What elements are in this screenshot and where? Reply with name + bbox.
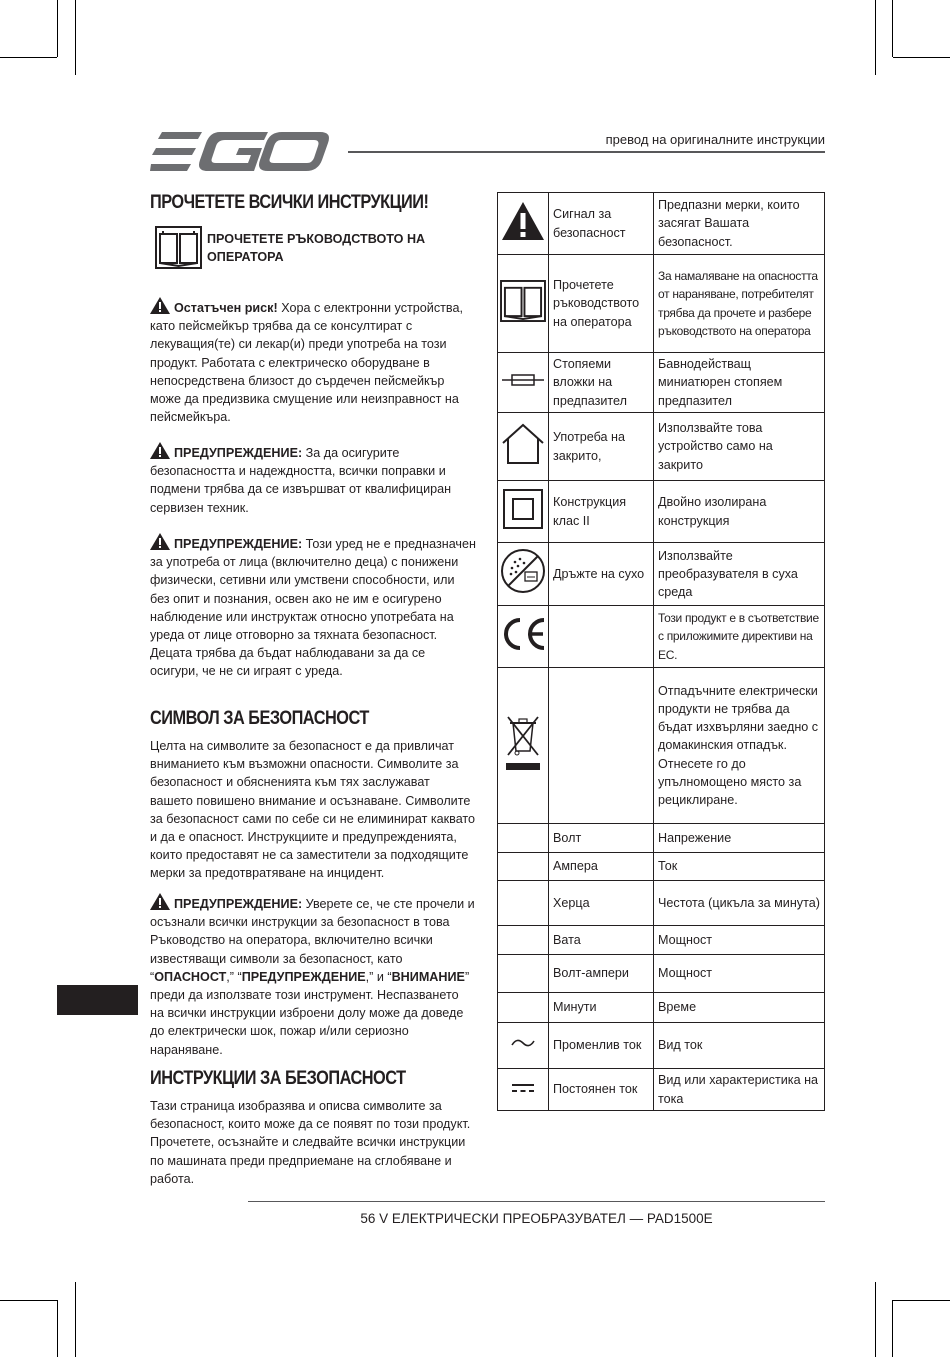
table-row bbox=[498, 193, 825, 255]
dc-icon bbox=[511, 1083, 535, 1093]
symbol-icon-cell bbox=[498, 668, 549, 824]
symbol-description: Ток bbox=[654, 853, 825, 881]
crop-mark bbox=[892, 1300, 893, 1357]
read-manual-icon bbox=[155, 226, 202, 269]
symbol-description: Вид или характеристика на тока bbox=[654, 1069, 825, 1111]
warning1-title: ПРЕДУПРЕЖДЕНИЕ: bbox=[174, 446, 303, 460]
table-row bbox=[498, 353, 825, 413]
warning-triangle-icon bbox=[150, 297, 170, 314]
ce-mark-icon bbox=[500, 617, 546, 651]
crop-mark bbox=[892, 0, 893, 57]
footer-rule bbox=[248, 1201, 825, 1202]
symbol-name: Сигнал за безопасност bbox=[549, 193, 654, 255]
crop-mark bbox=[875, 0, 876, 75]
symbol-description: Време bbox=[654, 993, 825, 1023]
symbol-name: Конструкция клас II bbox=[549, 481, 654, 543]
keep-dry-icon bbox=[500, 548, 546, 594]
warning3-paragraph: ПРЕДУПРЕЖДЕНИЕ: Уверете се, че сте прочели и осъзнали всички инструкции за безопасност в това Ръководство на оператора, включително всички известяващи символи за безопасност, като “ОПАСНОСТ,” “ПРЕДУПРЕЖДЕНИЕ,” и “ВНИМАНИЕ” преди да използвате този инструмент. Неспазването на всички инструкции изброени долу може да доведе до електрически шок, пожар и/или сериозно нараняване. bbox=[150, 893, 476, 1059]
symbol-icon-cell bbox=[498, 926, 549, 955]
table-row bbox=[498, 413, 825, 481]
symbol-name bbox=[549, 606, 654, 668]
warning1-text: За да осигурите безопасността и надеждността, всички поправки и подмени трябва да се извършват от квалифициран сервизен техник. bbox=[150, 446, 452, 515]
crop-mark bbox=[893, 1300, 950, 1301]
crop-mark bbox=[57, 1300, 58, 1357]
table-row bbox=[498, 1069, 825, 1111]
page-subtitle: превод на оригиналните инструкции bbox=[605, 132, 825, 147]
residual-risk-paragraph bbox=[150, 297, 476, 426]
symbol-description: Използвайте това устройство само на закрито bbox=[654, 413, 825, 481]
symbol-name: Променлив ток bbox=[549, 1023, 654, 1069]
symbol-icon-cell bbox=[498, 255, 549, 353]
table-row bbox=[498, 853, 825, 881]
symbol-icon-cell bbox=[498, 1069, 549, 1111]
table-row bbox=[498, 255, 825, 353]
class-ii-icon bbox=[503, 489, 543, 529]
footer-text: 56 V ЕЛЕКТРИЧЕСКИ ПРЕОБРАЗУВАТЕЛ — PAD1500E bbox=[360, 1211, 713, 1226]
symbol-icon-cell bbox=[498, 543, 549, 606]
ego-logo bbox=[150, 132, 332, 172]
warning-triangle-icon bbox=[150, 893, 170, 910]
symbol-name: Дръжте на сухо bbox=[549, 543, 654, 606]
crop-mark bbox=[893, 57, 950, 58]
symbol-icon-cell bbox=[498, 481, 549, 543]
symbol-name: Прочетете ръководството на оператора bbox=[549, 255, 654, 353]
symbol-description: Използвайте преобразувателя в суха среда bbox=[654, 543, 825, 606]
symbol-description: Двойно изолирана конструкция bbox=[654, 481, 825, 543]
safety-instructions-title: ИНСТРУКЦИИ ЗА БЕЗОПАСНОСТ bbox=[150, 1068, 406, 1089]
table-row bbox=[498, 668, 825, 824]
table-row bbox=[498, 606, 825, 668]
symbol-description: Предпазни мерки, които засягат Вашата безопасност. bbox=[654, 193, 825, 255]
table-row bbox=[498, 993, 825, 1023]
language-tab bbox=[57, 985, 138, 1015]
symbol-description: Този продукт е в съответствие с приложимите директиви на ЕС. bbox=[654, 606, 825, 668]
warning-triangle-icon bbox=[501, 201, 545, 241]
warning2-title: ПРЕДУПРЕЖДЕНИЕ: bbox=[174, 537, 303, 551]
symbols-table bbox=[497, 192, 825, 1111]
symbol-icon-cell bbox=[498, 881, 549, 926]
safety-instructions-text: Тази страница изобразява и описва символите за безопасност, които може да се появят по този продукт. Прочетете, осъзнайте и следвайте всички инструкции по машината преди предприемане на сглобяване и работа. bbox=[150, 1099, 471, 1186]
symbol-name: Постоянен ток bbox=[549, 1069, 654, 1111]
symbol-description: Отпадъчните електрически продукти не трябва да бъдат изхвърляни заедно с домакинския отпадък. Отнесете го до упълномощено място за рециклиране. bbox=[654, 668, 825, 824]
symbol-icon-cell bbox=[498, 353, 549, 413]
read-manual-icon bbox=[500, 280, 546, 322]
crop-mark bbox=[57, 0, 58, 57]
crop-mark bbox=[75, 1282, 76, 1357]
symbol-icon-cell bbox=[498, 824, 549, 853]
table-row bbox=[498, 1023, 825, 1069]
safety-symbol-text: Целта на символите за безопасност е да привличат вниманието към възможни опасности. Символите за безопасност и обясненията към тях заслужават вашето повишено внимание и осъзнаване. Символите за безопасност сами по себе си не елиминират каквато и да е опасност. Инструкциите и предупрежденията, които предоставят не са заместители за подходящите мерки за предотвратяване на инцидент. bbox=[150, 739, 476, 881]
symbol-name: Ампера bbox=[549, 853, 654, 881]
header-rule bbox=[348, 151, 825, 153]
symbol-description: Вид ток bbox=[654, 1023, 825, 1069]
symbol-description: Напрежение bbox=[654, 824, 825, 853]
symbol-description: Честота (цикъла за минута) bbox=[654, 881, 825, 926]
crop-mark bbox=[875, 1282, 876, 1357]
warning2-text: Този уред не е предназначен за употреба от лица (включително деца) с понижени физически, сетивни или умствени способности, или без опит и познания, освен ако не им е осигурено наблюдение или инструктаж относно употребата на уреда от лице отговорно за тяхната безопасност. Децата трябва да бъдат наблюдавани за да се осигури, че не си играят с уреда. bbox=[150, 537, 476, 679]
warning3-title: ПРЕДУПРЕЖДЕНИЕ: bbox=[174, 897, 303, 911]
table-row bbox=[498, 824, 825, 853]
symbol-name: Волт bbox=[549, 824, 654, 853]
table-row bbox=[498, 955, 825, 993]
symbol-name: Минути bbox=[549, 993, 654, 1023]
symbol-icon-cell bbox=[498, 606, 549, 668]
symbol-name: Вата bbox=[549, 926, 654, 955]
table-row bbox=[498, 926, 825, 955]
crop-mark bbox=[0, 57, 57, 58]
warning1-paragraph bbox=[150, 442, 476, 517]
symbol-description: Мощност bbox=[654, 955, 825, 993]
indoor-house-icon bbox=[501, 423, 545, 465]
crop-mark bbox=[75, 0, 76, 75]
residual-risk-text: Хора с електронни устройства, като пейсмейкър трябва да се консултират с лекуващия(те) си лекар(и) преди употреба на този продукт. Работата с електрическо оборудване в непосредствена близост до сърдечен пейсмейкър може да предизвика смущение или неизправност на пейсмейкъра. bbox=[150, 301, 463, 425]
table-row bbox=[498, 881, 825, 926]
safety-symbol-title: СИМВОЛ ЗА БЕЗОПАСНОСТ bbox=[150, 708, 369, 729]
symbol-icon-cell bbox=[498, 413, 549, 481]
crop-mark bbox=[0, 1300, 57, 1301]
symbol-description: Бавнодействащ миниатюрен стопяем предпазител bbox=[654, 353, 825, 413]
symbol-name: Стопяеми вложки на предпазител bbox=[549, 353, 654, 413]
read-manual-label: ПРОЧЕТЕТЕ РЪКОВОДСТВОТО НА ОПЕРАТОРА bbox=[207, 232, 426, 265]
symbol-name: Употреба на закрито, bbox=[549, 413, 654, 481]
symbol-name bbox=[549, 668, 654, 824]
ac-icon bbox=[511, 1037, 535, 1049]
symbol-name: Херца bbox=[549, 881, 654, 926]
symbol-icon-cell bbox=[498, 853, 549, 881]
warning-triangle-icon bbox=[150, 442, 170, 459]
symbol-name: Волт-ампери bbox=[549, 955, 654, 993]
weee-bin-icon bbox=[503, 713, 543, 773]
symbol-icon-cell bbox=[498, 1023, 549, 1069]
table-row bbox=[498, 543, 825, 606]
symbol-description: Мощност bbox=[654, 926, 825, 955]
warning-triangle-icon bbox=[150, 533, 170, 550]
symbol-icon-cell bbox=[498, 193, 549, 255]
table-row bbox=[498, 481, 825, 543]
fuse-icon bbox=[502, 373, 544, 387]
residual-risk-title: Остатъчен риск! bbox=[174, 301, 278, 315]
symbol-icon-cell bbox=[498, 993, 549, 1023]
warning2-paragraph bbox=[150, 533, 476, 681]
symbol-description: За намаляване на опасността от нараняване, потребителят трябва да прочете и разбере ръководството на оператора bbox=[654, 255, 825, 353]
read-all-title: ПРОЧЕТЕТЕ ВСИЧКИ ИНСТРУКЦИИ! bbox=[150, 192, 429, 213]
symbol-icon-cell bbox=[498, 955, 549, 993]
